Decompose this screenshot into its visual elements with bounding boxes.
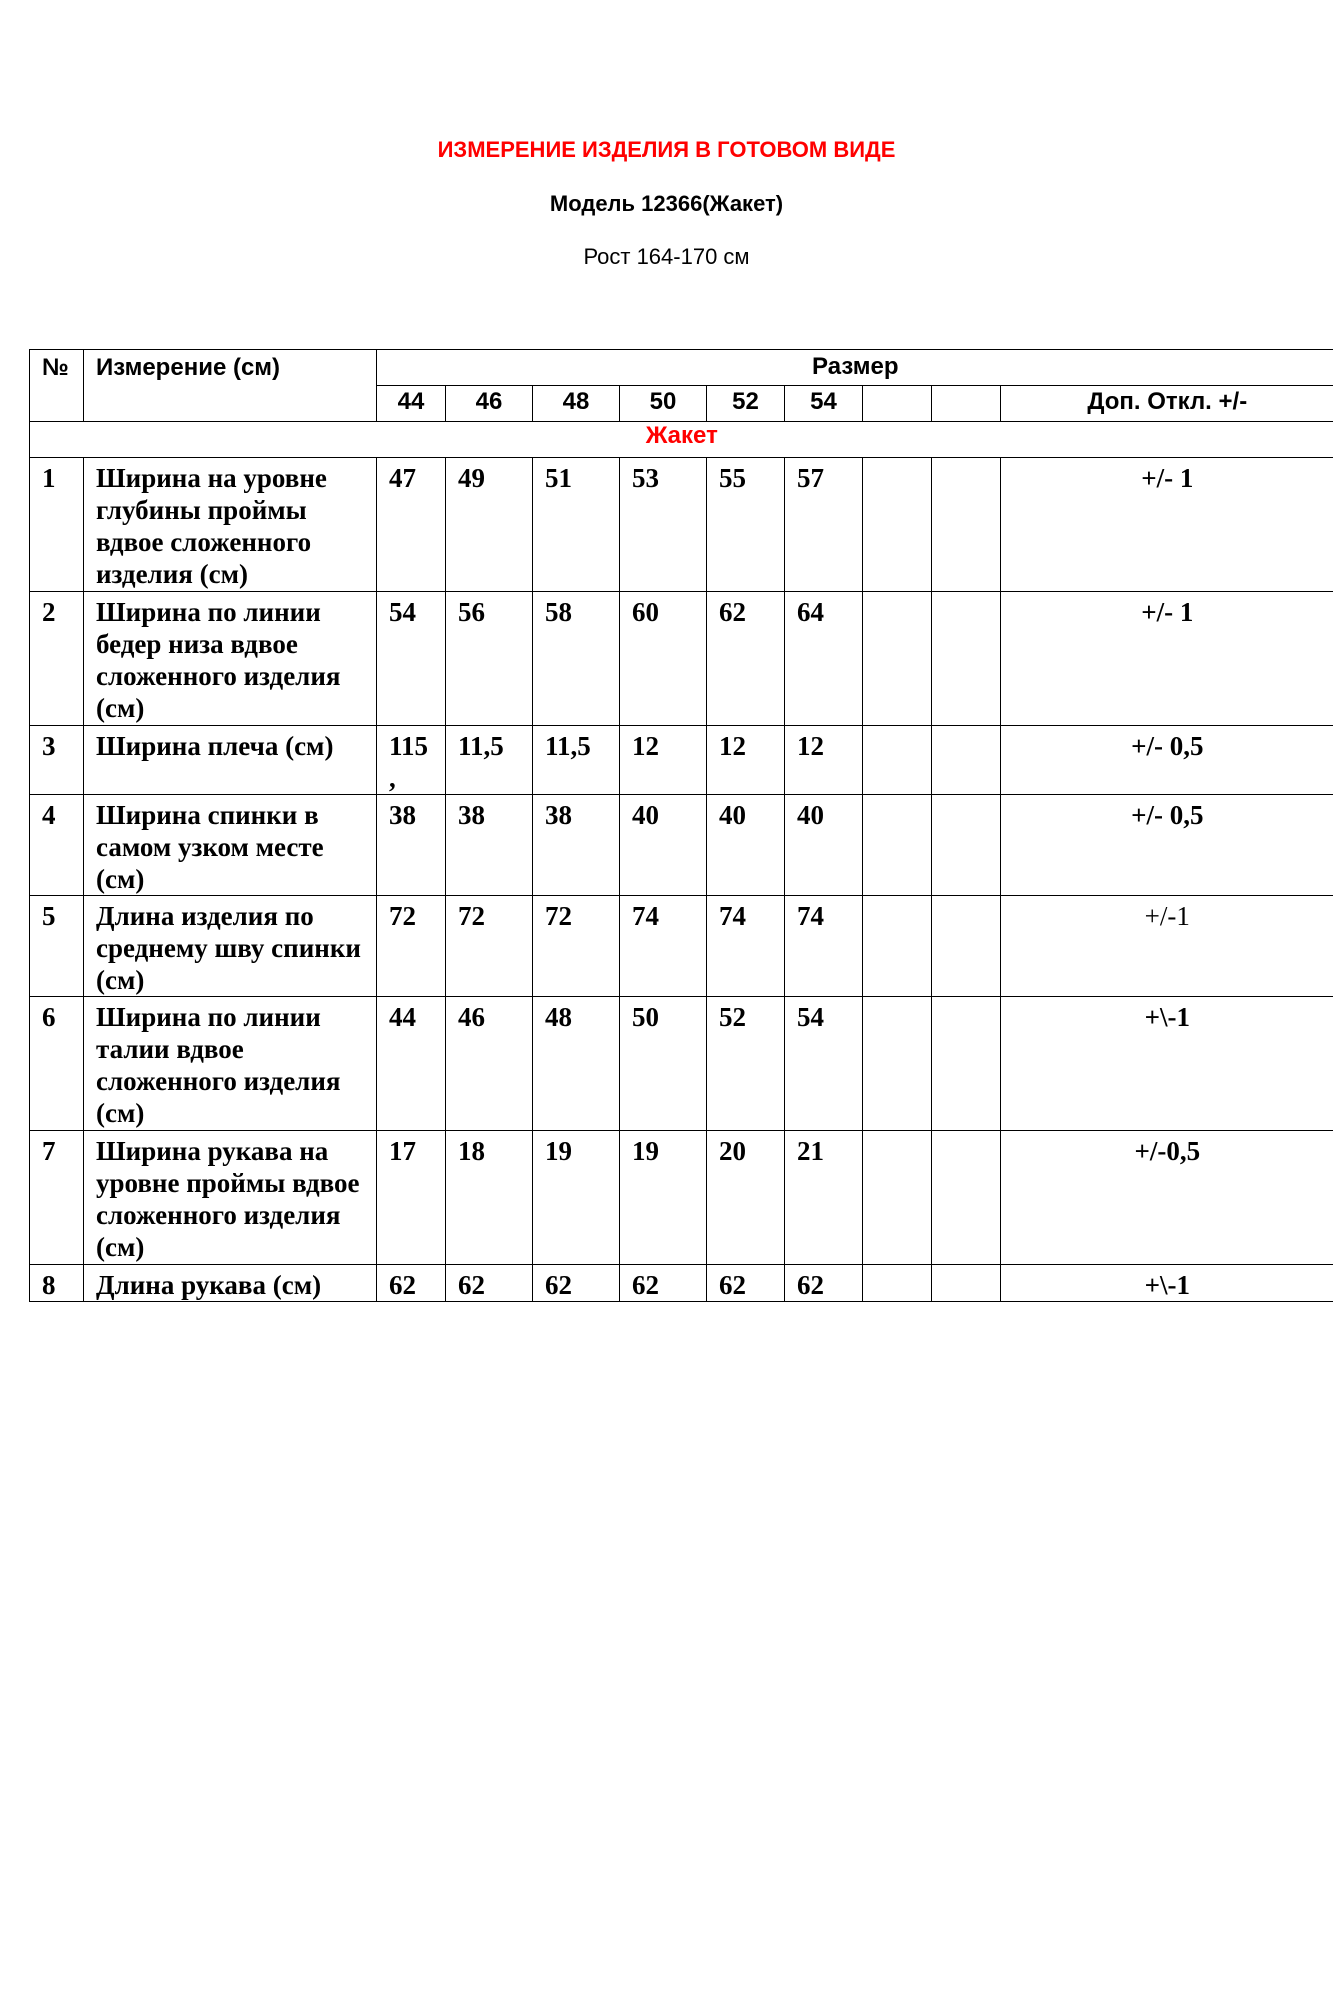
height-label: Рост 164-170 см xyxy=(583,244,750,269)
size-header xyxy=(932,386,1001,422)
size-value: 19 xyxy=(620,1131,707,1265)
size-value xyxy=(863,1265,932,1302)
size-value: 72 xyxy=(533,896,620,997)
table-row xyxy=(30,592,1333,726)
size-value: 38 xyxy=(533,795,620,896)
size-value: 72 xyxy=(377,896,446,997)
size-value: 49 xyxy=(446,458,533,592)
tolerance-value: +/-0,5 xyxy=(1001,1131,1333,1265)
row-number: 7 xyxy=(30,1131,84,1265)
size-value: 46 xyxy=(446,997,533,1131)
size-header: 48 xyxy=(533,386,620,422)
size-value: 58 xyxy=(533,592,620,726)
header-measurement: Измерение (см) xyxy=(84,350,377,422)
measurement-table xyxy=(29,349,1333,1302)
table-row xyxy=(30,896,1333,997)
measurement-name: Ширина рукава на уровне проймы вдвое сложенного изделия (см) xyxy=(84,1131,377,1265)
size-value: 20 xyxy=(707,1131,785,1265)
size-value: 21 xyxy=(785,1131,863,1265)
size-value: 47 xyxy=(377,458,446,592)
size-value: 74 xyxy=(785,896,863,997)
size-value xyxy=(932,726,1001,795)
size-value: 11,5 xyxy=(446,726,533,795)
size-value xyxy=(932,592,1001,726)
size-value xyxy=(932,997,1001,1131)
document-title: ИЗМЕРЕНИЕ ИЗДЕЛИЯ В ГОТОВОМ ВИДЕ xyxy=(437,137,896,162)
measurement-name: Ширина по линии бедер низа вдвое сложенного изделия (см) xyxy=(84,592,377,726)
size-value: 54 xyxy=(785,997,863,1131)
table-row xyxy=(30,1131,1333,1265)
size-value xyxy=(932,1265,1001,1302)
size-value: 56 xyxy=(446,592,533,726)
header-size: Размер xyxy=(377,350,1333,386)
size-value: 12 xyxy=(620,726,707,795)
size-header: 44 xyxy=(377,386,446,422)
size-value: 50 xyxy=(620,997,707,1131)
measurement-name: Ширина спинки в самом узком месте (см) xyxy=(84,795,377,896)
size-value: 17 xyxy=(377,1131,446,1265)
row-number: 4 xyxy=(30,795,84,896)
size-value: 52 xyxy=(707,997,785,1131)
size-value xyxy=(932,896,1001,997)
header-tolerance: Доп. Откл. +/- xyxy=(1001,386,1333,422)
row-number: 1 xyxy=(30,458,84,592)
size-value: 51 xyxy=(533,458,620,592)
size-value: 38 xyxy=(446,795,533,896)
size-value xyxy=(863,458,932,592)
size-value xyxy=(932,458,1001,592)
size-value: 11,5 xyxy=(533,726,620,795)
measurement-name: Ширина плеча (см) xyxy=(84,726,377,795)
tolerance-value: +\-1 xyxy=(1001,1265,1333,1302)
size-value: 62 xyxy=(533,1265,620,1302)
size-value: 12 xyxy=(707,726,785,795)
tolerance-value: +/- 0,5 xyxy=(1001,726,1333,795)
size-value: 62 xyxy=(785,1265,863,1302)
tolerance-value: +/- 0,5 xyxy=(1001,795,1333,896)
measurement-name: Ширина по линии талии вдвое сложенного изделия (см) xyxy=(84,997,377,1131)
table-row xyxy=(30,726,1333,795)
size-header: 52 xyxy=(707,386,785,422)
size-value: 74 xyxy=(620,896,707,997)
size-value: 38 xyxy=(377,795,446,896)
measurement-name: Длина изделия по среднему шву спинки (см) xyxy=(84,896,377,997)
size-value: 53 xyxy=(620,458,707,592)
row-number: 2 xyxy=(30,592,84,726)
tolerance-value: +/-1 xyxy=(1001,896,1333,997)
size-value: 40 xyxy=(707,795,785,896)
size-value: 64 xyxy=(785,592,863,726)
size-value: 72 xyxy=(446,896,533,997)
measurement-name: Ширина на уровне глубины проймы вдвое сложенного изделия (см) xyxy=(84,458,377,592)
size-value: 62 xyxy=(377,1265,446,1302)
measurement-name: Длина рукава (см) xyxy=(84,1265,377,1302)
size-value: 62 xyxy=(707,592,785,726)
header-number: № xyxy=(30,350,84,422)
size-value xyxy=(863,896,932,997)
table-row xyxy=(30,997,1333,1131)
row-number: 5 xyxy=(30,896,84,997)
size-value: 60 xyxy=(620,592,707,726)
size-value: 19 xyxy=(533,1131,620,1265)
size-value: 40 xyxy=(620,795,707,896)
size-value: 40 xyxy=(785,795,863,896)
size-value xyxy=(932,1131,1001,1265)
tolerance-value: +/- 1 xyxy=(1001,458,1333,592)
row-number: 6 xyxy=(30,997,84,1131)
size-value: 62 xyxy=(620,1265,707,1302)
size-header: 54 xyxy=(785,386,863,422)
size-value: 54 xyxy=(377,592,446,726)
size-value: 57 xyxy=(785,458,863,592)
table-row xyxy=(30,795,1333,896)
tolerance-value: +/- 1 xyxy=(1001,592,1333,726)
tolerance-value: +\-1 xyxy=(1001,997,1333,1131)
model-label: Модель 12366(Жакет) xyxy=(549,191,784,216)
size-value: 12 xyxy=(785,726,863,795)
size-value xyxy=(863,997,932,1131)
size-value xyxy=(863,592,932,726)
size-header: 50 xyxy=(620,386,707,422)
size-value: 44 xyxy=(377,997,446,1131)
size-value xyxy=(863,726,932,795)
row-number: 3 xyxy=(30,726,84,795)
size-value xyxy=(863,1131,932,1265)
size-value: 115 , xyxy=(377,726,446,795)
size-value: 55 xyxy=(707,458,785,592)
table-row xyxy=(30,1265,1333,1302)
size-value: 48 xyxy=(533,997,620,1131)
size-header xyxy=(863,386,932,422)
size-value xyxy=(863,795,932,896)
size-value xyxy=(932,795,1001,896)
size-value: 62 xyxy=(446,1265,533,1302)
size-value: 74 xyxy=(707,896,785,997)
size-value: 18 xyxy=(446,1131,533,1265)
size-header: 46 xyxy=(446,386,533,422)
size-value: 62 xyxy=(707,1265,785,1302)
row-number: 8 xyxy=(30,1265,84,1302)
section-jacket: Жакет xyxy=(30,422,1333,458)
table-row xyxy=(30,458,1333,592)
